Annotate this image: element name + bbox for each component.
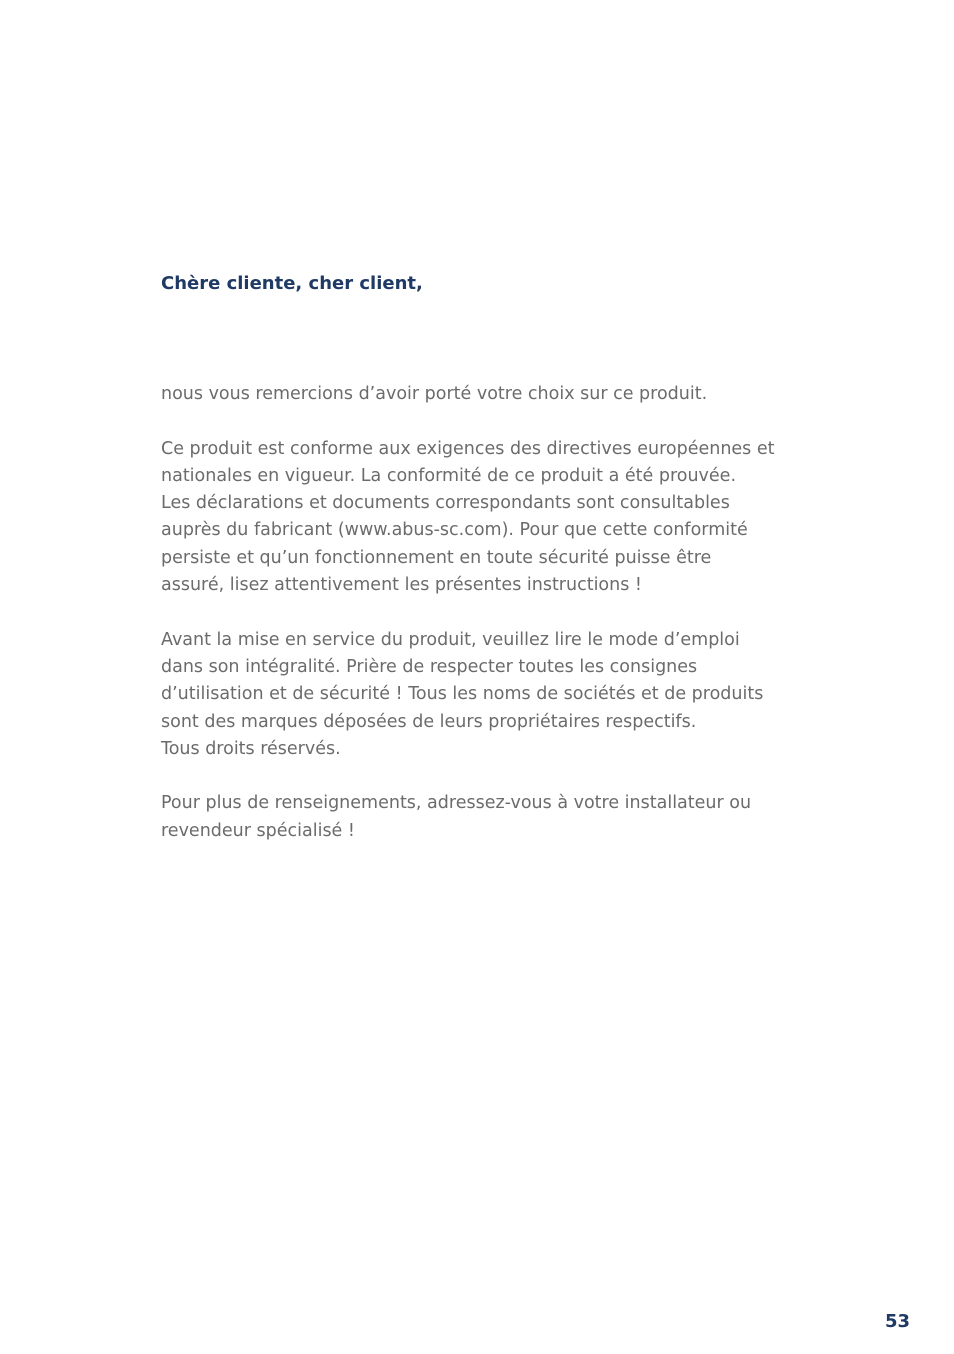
body-text <box>161 381 821 872</box>
text-line: Pour plus de renseignements, adressez-vous à votre installateur ou <box>161 793 752 814</box>
text-line: Les déclarations et documents correspondants sont consultables <box>161 493 730 514</box>
text-line: auprès du fabricant (www.abus-sc.com). Pour que cette conformité <box>161 520 748 541</box>
paragraph-instructions <box>161 627 821 763</box>
greeting-heading: Chère cliente, cher client, <box>161 273 423 294</box>
text-line: persiste et qu’un fonctionnement en toute sécurité puisse être <box>161 547 712 568</box>
text-line: revendeur spécialisé ! <box>161 820 355 841</box>
paragraph-conformity <box>161 436 821 600</box>
text-line: nationales en vigueur. La conformité de ce produit a été prouvée. <box>161 465 737 486</box>
text-line: d’utilisation et de sécurité ! Tous les noms de sociétés et de produits <box>161 684 764 705</box>
text-line: nous vous remercions d’avoir porté votre choix sur ce produit. <box>161 384 708 404</box>
text-line: dans son intégralité. Prière de respecter toutes les consignes <box>161 656 698 677</box>
text-line: assuré, lisez attentivement les présentes instructions ! <box>161 575 642 596</box>
text-line: Ce produit est conforme aux exigences des directives européennes et <box>161 438 775 459</box>
paragraph-thanks <box>161 381 821 408</box>
text-line: Tous droits réservés. <box>161 738 341 759</box>
text-line: Avant la mise en service du produit, veuillez lire le mode d’emploi <box>161 629 740 650</box>
paragraph-contact <box>161 790 821 845</box>
text-line: sont des marques déposées de leurs propriétaires respectifs. <box>161 711 697 732</box>
page-number: 53 <box>884 1311 910 1332</box>
